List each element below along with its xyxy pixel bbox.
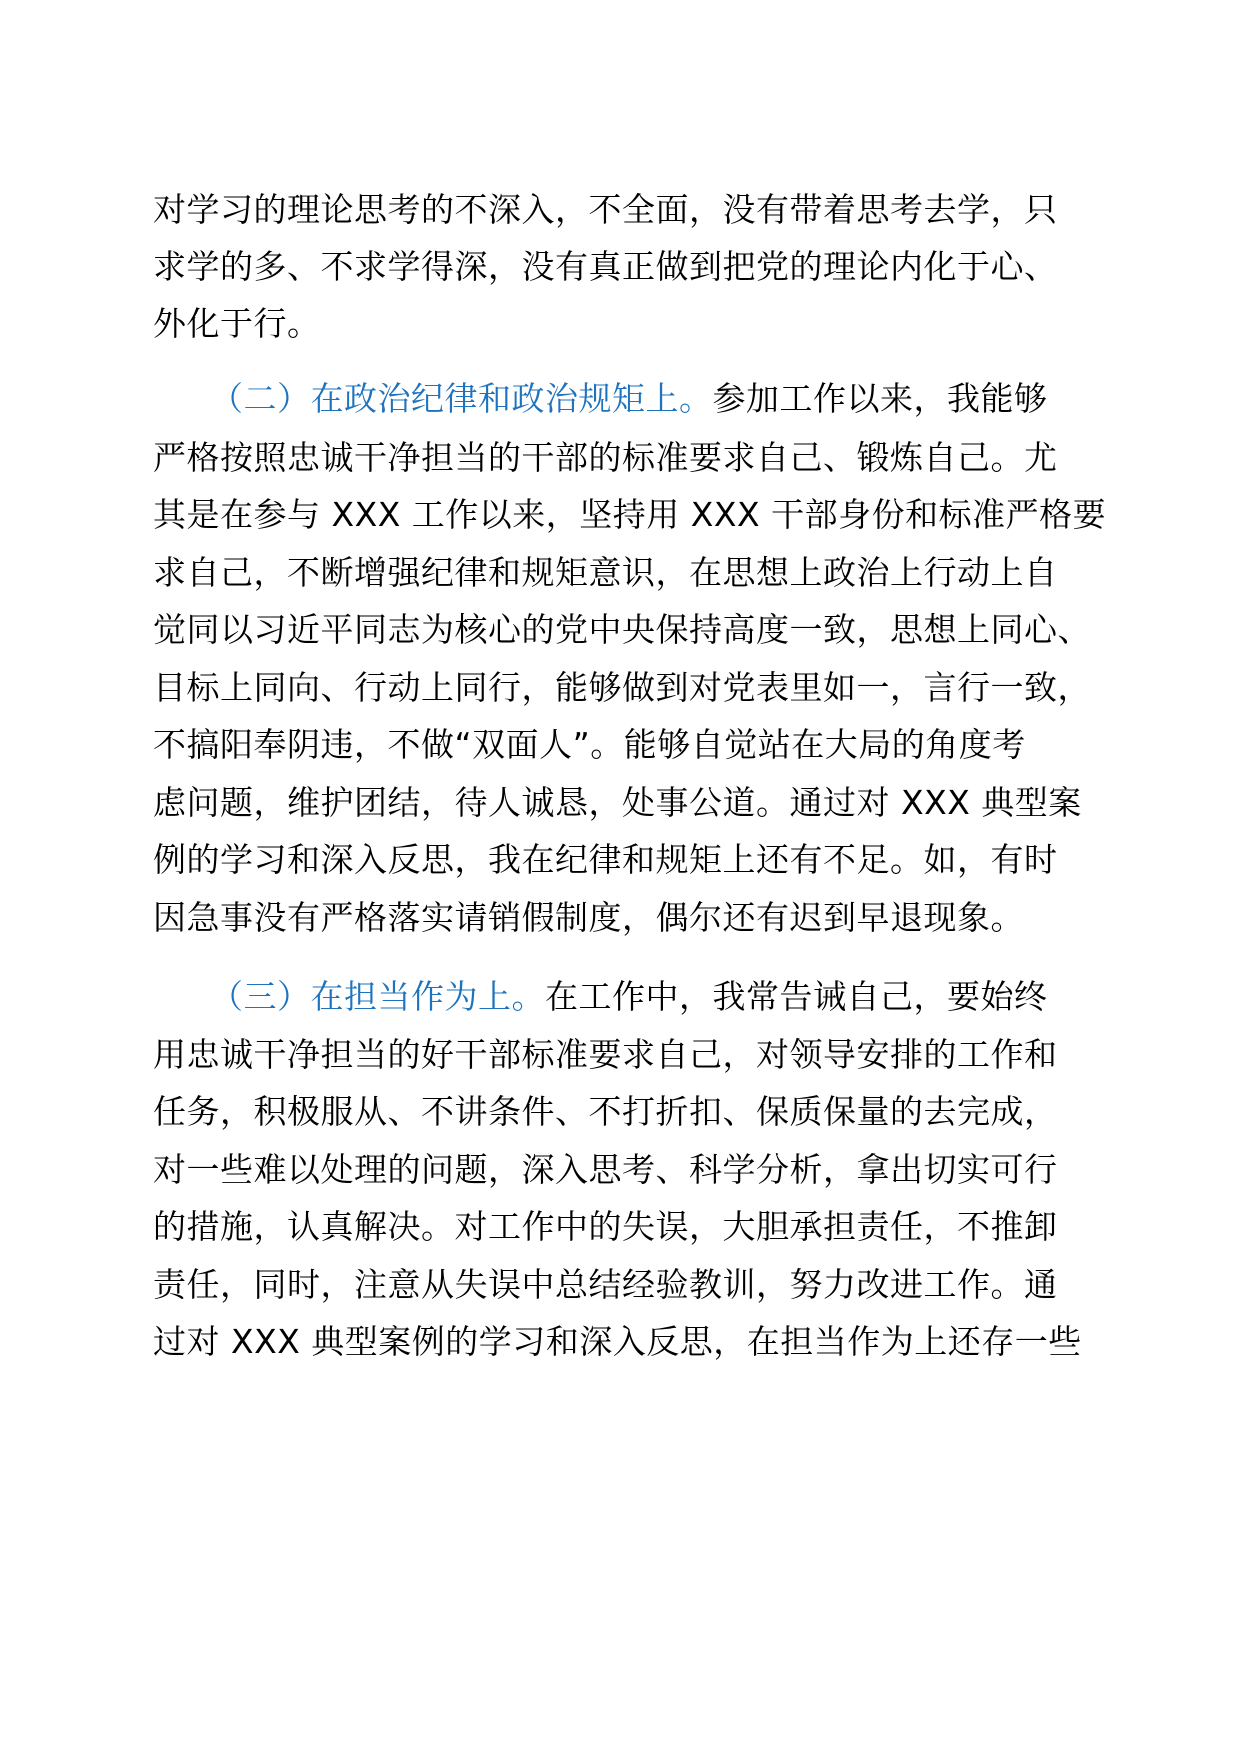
section-heading-2: （二）在政治纪律和政治规矩上。 (210, 379, 713, 418)
paragraph-3-line-2: 用忠诚干净担当的好干部标准要求自己，对领导安排的工作和 (153, 1035, 1058, 1074)
paragraph-3-line-3: 任务，积极服从、不讲条件、不打折扣、保质保量的去完成， (153, 1092, 1058, 1131)
paragraph-2-line-4: 求自己，不断增强纪律和规矩意识，在思想上政治上行动上自 (153, 553, 1058, 592)
paragraph-2-line-8: 虑问题，维护团结，待人诚恳，处事公道。通过对 XXX 典型案 (153, 783, 1082, 822)
paragraph-3-line-6: 责任，同时，注意从失误中总结经验教训，努力改进工作。通 (153, 1265, 1058, 1304)
paragraph-1-line-1: 对学习的理论思考的不深入，不全面，没有带着思考去学，只 (153, 190, 1058, 229)
paragraph-1-line-3: 外化于行。 (153, 304, 321, 343)
paragraph-3-line-1 (210, 977, 1048, 1017)
paragraph-2-line-1 (210, 379, 1048, 419)
paragraph-3-line-7: 过对 XXX 典型案例的学习和深入反思，在担当作为上还存一些 (153, 1322, 1082, 1361)
paragraph-1-line-2: 求学的多、不求学得深，没有真正做到把党的理论内化于心、 (153, 247, 1058, 286)
paragraph-2-line-10: 因急事没有严格落实请销假制度，偶尔还有迟到早退现象。 (153, 898, 1024, 937)
paragraph-3-line-1-text: 在工作中，我常告诫自己，要始终 (545, 977, 1048, 1016)
paragraph-2-line-9: 例的学习和深入反思，我在纪律和规矩上还有不足。如，有时 (153, 840, 1058, 879)
paragraph-2-line-2: 严格按照忠诚干净担当的干部的标准要求自己、锻炼自己。尤 (153, 438, 1058, 477)
paragraph-2-line-1-text: 参加工作以来，我能够 (712, 379, 1048, 418)
paragraph-2-line-7: 不搞阳奉阴违，不做“双面人”。能够自觉站在大局的角度考 (153, 725, 1026, 764)
paragraph-2-line-5: 觉同以习近平同志为核心的党中央保持高度一致，思想上同心、 (153, 610, 1091, 649)
paragraph-2-line-3: 其是在参与 XXX 工作以来，坚持用 XXX 干部身份和标准严格要 (153, 495, 1107, 534)
paragraph-2-line-6: 目标上同向、行动上同行，能够做到对党表里如一，言行一致， (153, 668, 1091, 707)
section-heading-3: （三）在担当作为上。 (210, 977, 545, 1016)
paragraph-3-line-5: 的措施，认真解决。对工作中的失误，大胆承担责任，不推卸 (153, 1207, 1058, 1246)
paragraph-3-line-4: 对一些难以处理的问题，深入思考、科学分析，拿出切实可行 (153, 1150, 1058, 1189)
